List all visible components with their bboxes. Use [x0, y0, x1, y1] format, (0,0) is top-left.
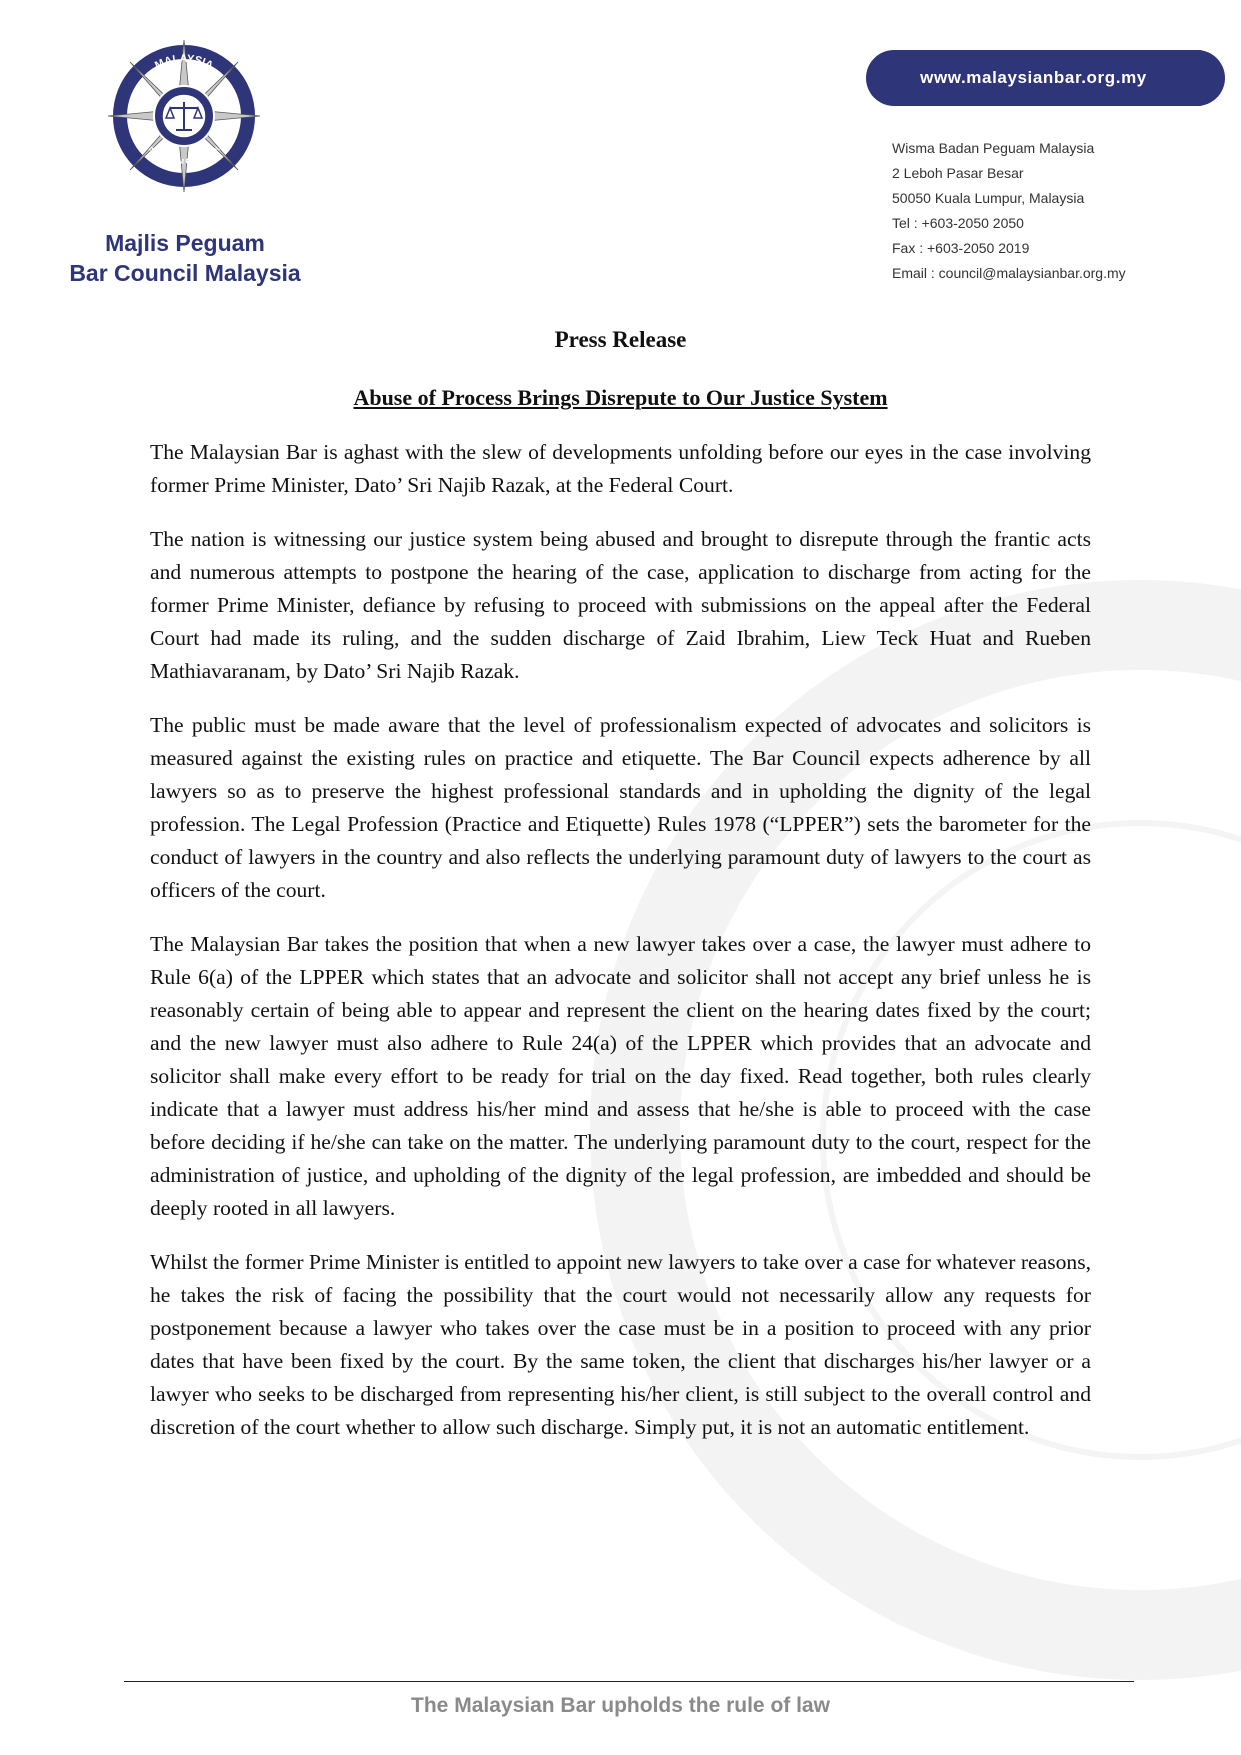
contact-fax: Fax : +603-2050 2019: [892, 240, 1030, 256]
paragraph-5: Whilst the former Prime Minister is entitled to appoint new lawyers to take over a case for whatever reasons, he takes the risk of facing the possibility that the court would not necessarily allow any requests for postponement because a lawyer who takes over the case must be in a position to proceed with any prior dates that have been fixed by the court. By the same token, the client that discharges his/her lawyer or a lawyer who seeks to be discharged from representing his/her client, is still subject to the overall control and discretion of the court whether to allow such discharge. Simply put, it is not an automatic entitlement.: [150, 1250, 1091, 1439]
paragraph-2: The nation is witnessing our justice system being abused and brought to disrepute through the frantic acts and numerous attempts to postpone the hearing of the case, application to discharge from acting for the former Prime Minister, defiance by refusing to proceed with submissions on the appeal after the Federal Court had made its ruling, and the sudden discharge of Zaid Ibrahim, Liew Teck Huat and Rueben Mathiavaranam, by Dato’ Sri Najib Razak.: [150, 527, 1091, 683]
document-title: Press Release: [554, 327, 687, 352]
contact-email[interactable]: Email : council@malaysianbar.org.my: [892, 265, 1126, 281]
contact-street: 2 Leboh Pasar Besar: [892, 165, 1024, 181]
contact-tel: Tel : +603-2050 2050: [892, 215, 1024, 231]
seal-bottom-text: MAJLIS PEGUAM ✪ BAR COUNCIL: [135, 131, 233, 166]
contact-building: Wisma Badan Peguam Malaysia: [892, 140, 1095, 156]
press-release-body: [150, 436, 1091, 1465]
organization-name: [40, 228, 330, 288]
paragraph-1: The Malaysian Bar is aghast with the slew of developments unfolding before our eyes in the case involving former Prime Minister, Dato’ Sri Najib Razak, at the Federal Court.: [150, 440, 1091, 497]
contact-block: [892, 136, 1126, 286]
org-name-line1: Majlis Peguam: [105, 230, 265, 256]
paragraph-4: The Malaysian Bar takes the position that when a new lawyer takes over a case, the lawyer must adhere to Rule 6(a) of the LPPER which states that an advocate and solicitor shall not accept any brief unless he is reasonably certain of being able to appear and represent the client on the hearing dates fixed by the court; and the new lawyer must also adhere to Rule 24(a) of the LPPER which provides that an advocate and solicitor shall make every effort to be ready for trial on the day fixed. Read together, both rules clearly indicate that a lawyer must address his/her mind and assess that he/she is able to proceed with the case before deciding if he/she can take on the matter. The underlying paramount duty to the court, respect for the administration of justice, and upholding of the dignity of the legal profession, are imbedded and should be deeply rooted in all lawyers.: [150, 932, 1091, 1220]
org-name-line2: Bar Council Malaysia: [69, 260, 301, 286]
document-subtitle: Abuse of Process Brings Disrepute to Our Justice System: [353, 385, 888, 410]
contact-city: 50050 Kuala Lumpur, Malaysia: [892, 190, 1085, 206]
footer-tagline: The Malaysian Bar upholds the rule of law: [411, 1694, 830, 1717]
website-url[interactable]: www.malaysianbar.org.my: [920, 68, 1147, 87]
footer-divider: [124, 1681, 1134, 1682]
paragraph-3: The public must be made aware that the level of professionalism expected of advocates and solicitors is measured against the existing rules on practice and etiquette. The Bar Council expects adherence by all lawyers so as to preserve the highest professional standards and in upholding the dignity of the legal profession. The Legal Profession (Practice and Etiquette) Rules 1978 (“LPPER”) sets the barometer for the conduct of lawyers in the country and also reflects the underlying paramount duty of lawyers to the court as officers of the court.: [150, 713, 1091, 902]
website-banner[interactable]: [866, 50, 1201, 106]
bar-council-seal-logo: [104, 34, 264, 194]
seal-top-text: MALAYSIA: [153, 52, 215, 73]
